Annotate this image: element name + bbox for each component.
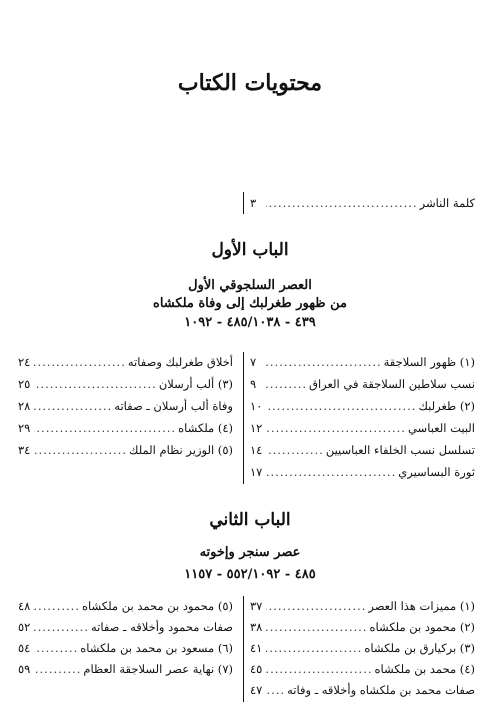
leader-dots (34, 398, 114, 414)
toc-entry-label: نسب سلاطين السلاجقة في العراق (309, 377, 475, 391)
toc-entry-page: ٥٤ (18, 641, 31, 655)
part1-subtitle: العصر السلجوقي الأول (188, 278, 312, 293)
leader-dots (34, 661, 83, 677)
toc-entry-label: صفات محمود وأخلاقه ـ صفاته (90, 620, 233, 634)
toc-entry-label: (٢) محمود بن ملكشاه (369, 620, 475, 634)
column-divider (243, 192, 244, 214)
toc-entry-label: (٦) مسعود بن محمد بن ملكشاه (80, 641, 233, 655)
page-title: محتويات الكتاب (177, 70, 323, 96)
toc-entry-page: ٥٩ (18, 662, 31, 676)
toc-entry-page: ١٢ (250, 421, 263, 435)
toc-entry-page: ٧ (250, 355, 257, 369)
toc-entry[interactable] (18, 640, 233, 656)
toc-entry-page: ٢٩ (18, 421, 31, 435)
leader-dots (266, 619, 370, 635)
toc-entry-page: ٣ (250, 196, 257, 210)
column-divider (243, 596, 244, 702)
toc-entry[interactable] (18, 354, 233, 370)
toc-entry-label: (٤) ملكشاه (178, 421, 233, 435)
leader-dots (266, 640, 364, 656)
toc-entry-page: ١٠ (250, 399, 263, 413)
toc-entry-page: ٣٨ (250, 620, 263, 634)
part1-title: الباب الأول (211, 240, 289, 260)
leader-dots (34, 354, 128, 370)
leader-dots (266, 442, 326, 458)
leader-dots (34, 619, 91, 635)
toc-entry-preface[interactable] (250, 195, 475, 211)
leader-dots (266, 464, 398, 480)
toc-entry-label: (٤) محمد بن ملكشاه (374, 662, 475, 676)
toc-entry-label: (٧) نهاية عصر السلاجقة العظام (83, 662, 233, 676)
leader-dots (266, 682, 287, 698)
toc-entry-label: تسلسل نسب الخلفاء العباسيين (325, 443, 475, 457)
toc-entry-page: ٤١ (250, 641, 263, 655)
toc-entry-label: صفات محمد بن ملكشاه وأخلاقه ـ وفاته (287, 683, 475, 697)
part2-subtitle: عصر سنجر وإخوته (199, 545, 301, 560)
leader-dots (266, 420, 408, 436)
toc-entry[interactable] (250, 598, 475, 614)
toc-entry-page: ٤٨ (18, 599, 31, 613)
toc-entry[interactable] (18, 398, 233, 414)
toc-entry[interactable] (250, 442, 475, 458)
leader-dots (34, 376, 159, 392)
toc-entry[interactable] (250, 354, 475, 370)
toc-entry-page: ٢٤ (18, 355, 31, 369)
toc-entry-page: ٥٢ (18, 620, 31, 634)
toc-entry-page: ٤٥ (250, 662, 263, 676)
toc-entry-page: ٢٨ (18, 399, 31, 413)
toc-entry[interactable] (250, 376, 475, 392)
leader-dots (34, 640, 80, 656)
toc-entry-page: ٢٥ (18, 377, 31, 391)
part1-dates: ٤٣٩ - ٤٨٥/١٠٣٨ - ١٠٩٢ (184, 315, 316, 330)
part2-title: الباب الثاني (209, 510, 291, 530)
leader-dots (34, 442, 129, 458)
part1-range: من ظهور طغرلبك إلى وفاة ملكشاه (153, 296, 347, 311)
toc-entry[interactable] (250, 682, 475, 698)
toc-entry[interactable] (18, 420, 233, 436)
part2-dates: ٤٨٥ - ٥٥٢/١٠٩٢ - ١١٥٧ (184, 567, 316, 582)
leader-dots (266, 354, 384, 370)
toc-entry-label: (٢) طغرلبك (418, 399, 475, 413)
leader-dots (266, 376, 309, 392)
toc-entry-page: ٩ (250, 377, 257, 391)
toc-entry[interactable] (250, 420, 475, 436)
toc-entry[interactable] (18, 619, 233, 635)
toc-entry[interactable] (250, 398, 475, 414)
leader-dots (266, 195, 420, 211)
toc-entry[interactable] (18, 376, 233, 392)
toc-entry[interactable] (18, 661, 233, 677)
toc-entry-page: ٤٧ (250, 683, 263, 697)
toc-entry-label: وفاة ألب أرسلان ـ صفاته (114, 399, 233, 413)
toc-entry-page: ٣٤ (18, 443, 31, 457)
leader-dots (266, 598, 368, 614)
toc-entry[interactable] (18, 598, 233, 614)
toc-entry-label: أخلاق طغرلبك وصفاته (127, 355, 233, 369)
toc-entry[interactable] (250, 619, 475, 635)
toc-entry[interactable] (250, 661, 475, 677)
toc-entry-page: ٣٧ (250, 599, 263, 613)
toc-entry-label: (١) ظهور السلاجقة (383, 355, 475, 369)
toc-entry-page: ١٧ (250, 465, 263, 479)
toc-entry-label: (٥) الوزير نظام الملك (129, 443, 233, 457)
toc-entry-label: (١) مميزات هذا العصر (368, 599, 475, 613)
leader-dots (34, 420, 178, 436)
toc-entry-label: كلمة الناشر (419, 196, 475, 210)
toc-entry[interactable] (18, 442, 233, 458)
toc-entry-label: (٣) بركيارق بن ملكشاه (364, 641, 475, 655)
leader-dots (266, 661, 375, 677)
toc-entry-label: (٥) محمود بن محمد بن ملكشاه (81, 599, 233, 613)
column-divider (243, 352, 244, 484)
toc-entry-label: البيت العباسي (407, 421, 475, 435)
toc-entry-label: (٣) ألب أرسلان (158, 377, 233, 391)
leader-dots (34, 598, 82, 614)
toc-entry[interactable] (250, 464, 475, 480)
toc-entry-label: ثورة البساسيري (398, 465, 475, 479)
toc-entry-page: ١٤ (250, 443, 263, 457)
leader-dots (266, 398, 418, 414)
toc-entry[interactable] (250, 640, 475, 656)
